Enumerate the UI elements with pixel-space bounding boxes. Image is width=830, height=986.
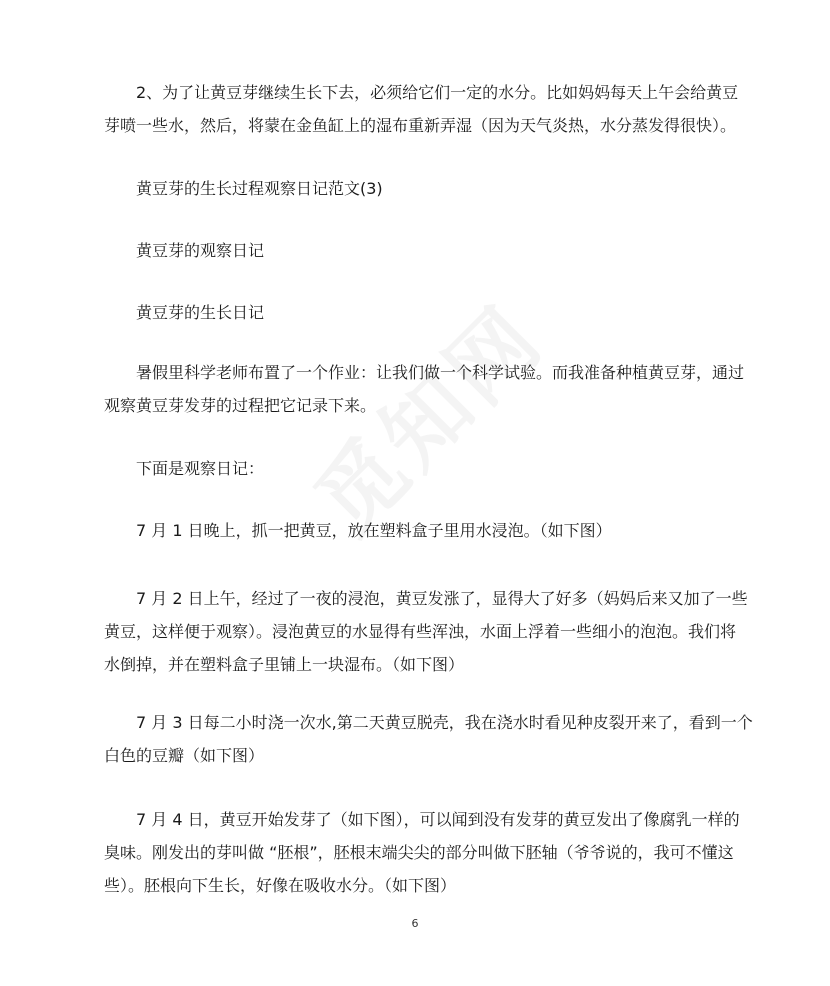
heading-observation-diary: [104, 234, 730, 267]
text-line: 观察黄豆芽发芽的过程把它记录下来。: [104, 396, 377, 415]
page-number: 6: [411, 917, 419, 930]
text-line: 暑假里科学老师布置了一个作业：让我们做一个科学试验。而我准备种植黄豆芽，通过: [136, 363, 745, 382]
text-line: 芽喷一些水，然后，将蒙在金鱼缸上的湿布重新弄湿（因为天气炎热，水分蒸发得很快）。: [104, 116, 737, 135]
paragraph-july-4: [104, 803, 740, 902]
text-line: 黄豆芽的生长过程观察日记范文(3): [136, 179, 383, 198]
paragraph-watering: [104, 76, 739, 142]
paragraph-july-3: [104, 706, 753, 772]
text-line: 7 月 3 日每二小时浇一次水,第二天黄豆脱壳，我在浇水时看见种皮裂开来了，看到一个: [136, 713, 753, 732]
text-line: 水倒掉，并在塑料盒子里铺上一块湿布。（如下图）: [104, 655, 465, 674]
paragraph-diary-lead: [104, 452, 730, 485]
paragraph-intro: [104, 356, 745, 422]
paragraph-july-2: [104, 582, 748, 681]
text-line: 白色的豆瓣（如下图）: [104, 746, 265, 765]
heading-growth-diary: [104, 296, 730, 329]
text-line: 下面是观察日记：: [136, 459, 265, 478]
text-line: 黄豆芽的观察日记: [136, 241, 265, 260]
text-line: 2、为了让黄豆芽继续生长下去，必须给它们一定的水分。比如妈妈每天上午会给黄豆: [136, 83, 739, 102]
text-line: 7 月 4 日，黄豆开始发芽了（如下图），可以闻到没有发芽的黄豆发出了像腐乳一样的: [136, 810, 740, 829]
heading-diary-sample: [104, 172, 730, 205]
text-line: 7 月 2 日上午，经过了一夜的浸泡，黄豆发涨了，显得大了好多（妈妈后来又加了一些: [136, 589, 748, 608]
text-line: 些）。胚根向下生长，好像在吸收水分。（如下图）: [104, 876, 457, 895]
text-line: 黄豆芽的生长日记: [136, 303, 265, 322]
text-line: 臭味。刚发出的芽叫做 “胚根”，胚根末端尖尖的部分叫做下胚轴（爷爷说的，我可不懂这: [104, 843, 734, 862]
paragraph-july-1: [104, 514, 730, 547]
text-line: 黄豆，这样便于观察）。浸泡黄豆的水显得有些浑浊，水面上浮着一些细小的泡泡。我们将: [104, 622, 737, 641]
text-line: 7 月 1 日晚上，抓一把黄豆，放在塑料盒子里用水浸泡。（如下图）: [136, 521, 612, 540]
